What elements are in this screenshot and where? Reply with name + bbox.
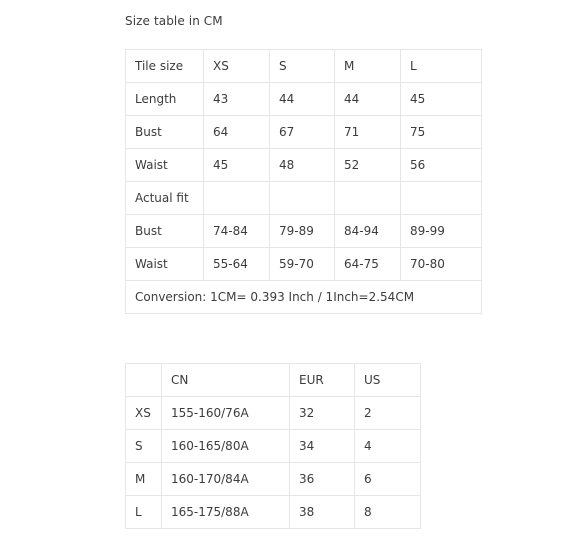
conversion-table-cell: XS	[126, 397, 162, 430]
conversion-table-cell: 155-160/76A	[162, 397, 290, 430]
size-table-cell: 64	[204, 116, 270, 149]
conversion-table-header-cell	[126, 364, 162, 397]
conversion-table-cell: 36	[290, 463, 355, 496]
conversion-table-cell: S	[126, 430, 162, 463]
conversion-table-cell: 4	[355, 430, 421, 463]
conversion-table-cell: 165-175/88A	[162, 496, 290, 529]
size-table-caption: Size table in CM	[125, 14, 223, 28]
size-table-cell: 67	[270, 116, 335, 149]
size-table-cell: 89-99	[401, 215, 482, 248]
conversion-table-cell: 38	[290, 496, 355, 529]
size-table-cell: 79-89	[270, 215, 335, 248]
size-table-header-cell: XS	[204, 50, 270, 83]
size-table-cell: Length	[126, 83, 204, 116]
conversion-table-header-row	[126, 364, 421, 397]
size-table-header-cell: M	[335, 50, 401, 83]
size-table-cell: 56	[401, 149, 482, 182]
size-table-cell: 45	[204, 149, 270, 182]
size-table-row	[126, 83, 482, 116]
conversion-note: Conversion: 1CM= 0.393 Inch / 1Inch=2.54CM	[126, 281, 482, 314]
conversion-table-cell: 32	[290, 397, 355, 430]
size-table-cell: 44	[270, 83, 335, 116]
size-table-cell: 43	[204, 83, 270, 116]
conversion-table-cell: 160-170/84A	[162, 463, 290, 496]
size-table-header-row	[126, 50, 482, 83]
conversion-table-row	[126, 397, 421, 430]
conversion-table-header-cell: EUR	[290, 364, 355, 397]
size-table-cell: 75	[401, 116, 482, 149]
conversion-table-cell: L	[126, 496, 162, 529]
size-table	[125, 49, 482, 314]
size-table-cell: 52	[335, 149, 401, 182]
size-table-cell: Bust	[126, 116, 204, 149]
size-table-cell: Waist	[126, 248, 204, 281]
size-table-cell: 44	[335, 83, 401, 116]
size-table-row	[126, 248, 482, 281]
size-table-cell: 71	[335, 116, 401, 149]
conversion-table-cell: 6	[355, 463, 421, 496]
conversion-table-row	[126, 430, 421, 463]
size-table-cell: 45	[401, 83, 482, 116]
size-table-cell	[335, 182, 401, 215]
size-table-cell: 59-70	[270, 248, 335, 281]
conversion-table-cell: 8	[355, 496, 421, 529]
conversion-table-cell: 2	[355, 397, 421, 430]
size-table-cell: Actual fit	[126, 182, 204, 215]
conversion-table-row	[126, 496, 421, 529]
size-table-cell: 55-64	[204, 248, 270, 281]
size-table-cell: Bust	[126, 215, 204, 248]
size-table-cell	[204, 182, 270, 215]
size-table-cell: Waist	[126, 149, 204, 182]
size-table-cell	[401, 182, 482, 215]
conversion-table-cell: 34	[290, 430, 355, 463]
conversion-table-header-cell: CN	[162, 364, 290, 397]
size-table-header-cell: L	[401, 50, 482, 83]
size-table-cell: 64-75	[335, 248, 401, 281]
conversion-table-header-cell: US	[355, 364, 421, 397]
size-table-cell: 70-80	[401, 248, 482, 281]
size-conversion-table	[125, 363, 421, 529]
conversion-table-cell: M	[126, 463, 162, 496]
conversion-table-row	[126, 463, 421, 496]
size-table-cell	[270, 182, 335, 215]
size-table-cell: 74-84	[204, 215, 270, 248]
size-table-row	[126, 116, 482, 149]
size-table-row	[126, 215, 482, 248]
size-table-footer-row	[126, 281, 482, 314]
size-table-cell: 48	[270, 149, 335, 182]
size-table-header-cell: Tile size	[126, 50, 204, 83]
size-table-row	[126, 182, 482, 215]
size-table-row	[126, 149, 482, 182]
size-table-header-cell: S	[270, 50, 335, 83]
conversion-table-cell: 160-165/80A	[162, 430, 290, 463]
size-table-cell: 84-94	[335, 215, 401, 248]
